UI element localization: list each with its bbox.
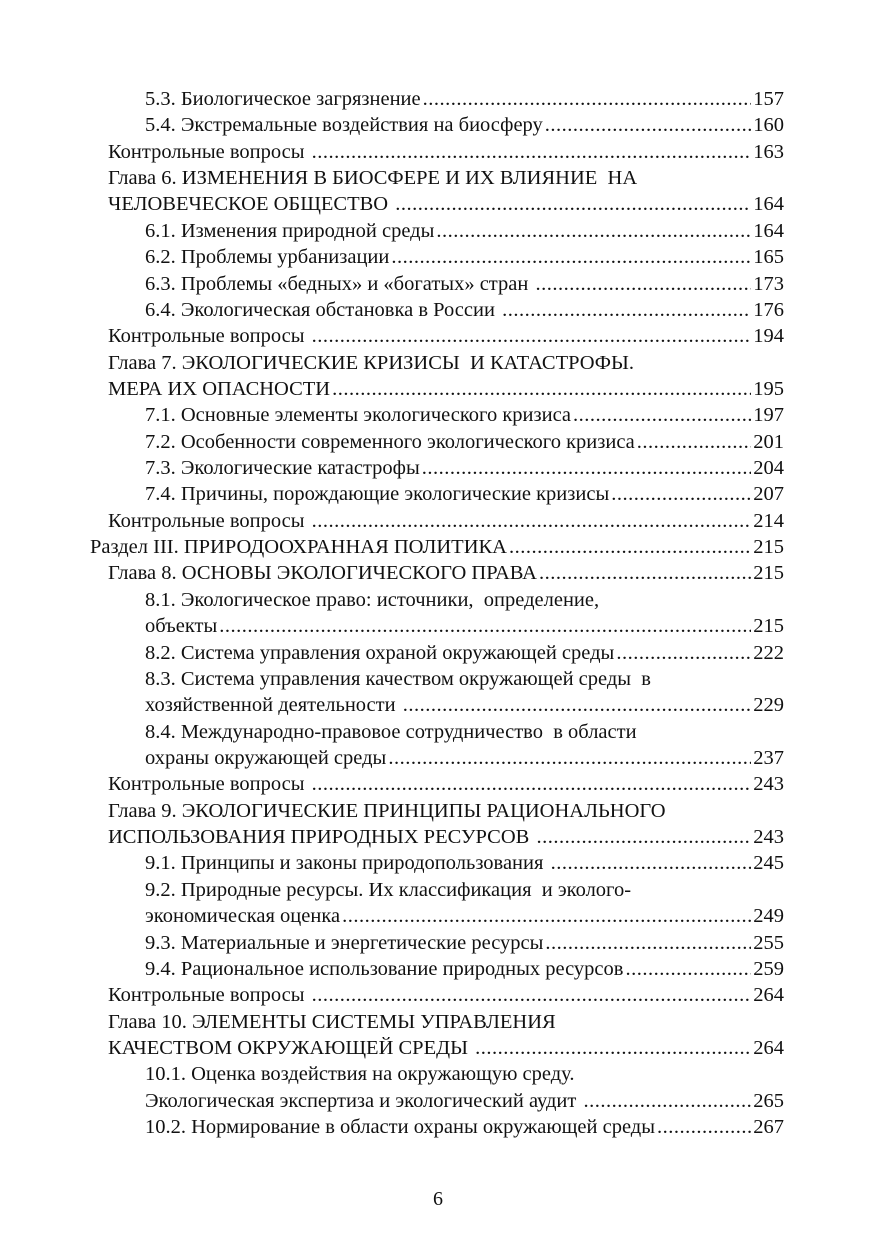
- toc-entry[interactable]: [108, 798, 784, 824]
- dot-leader: [509, 534, 751, 560]
- toc-entry[interactable]: [90, 534, 784, 560]
- toc-entry-title: 8.3. Система управления качеством окружающей среды в: [145, 667, 651, 690]
- toc-entry-title: Глава 6. ИЗМЕНЕНИЯ В БИОСФЕРЕ И ИХ ВЛИЯНИЕ НА: [108, 167, 638, 190]
- toc-entry[interactable]: [145, 877, 784, 903]
- toc-entry-title: КАЧЕСТВОМ ОКРУЖАЮЩЕЙ СРЕДЫ: [108, 1036, 474, 1059]
- toc-entry-title: 10.2. Нормирование в области охраны окружающей среды: [145, 1116, 656, 1139]
- toc-entry-title: 6.3. Проблемы «бедных» и «богатых» стран: [145, 272, 534, 295]
- toc-entry[interactable]: [145, 1088, 784, 1114]
- toc-entry[interactable]: [108, 323, 784, 349]
- toc-entry-title: Контрольные вопросы: [108, 509, 310, 532]
- toc-entry-title: МЕРА ИХ ОПАСНОСТИ: [108, 377, 331, 400]
- toc-entry-title: 8.4. Международно-правовое сотрудничество в области: [145, 720, 637, 743]
- dot-leader: [403, 692, 752, 718]
- toc-entry[interactable]: [145, 587, 784, 613]
- page-number: 6: [433, 1188, 443, 1210]
- dot-leader: [536, 824, 751, 850]
- toc-entry-title: Контрольные вопросы: [108, 325, 310, 348]
- toc-entry[interactable]: [145, 745, 784, 771]
- dot-leader: [391, 244, 751, 270]
- toc-entry-title: Экологическая экспертиза и экологический аудит: [145, 1089, 582, 1112]
- toc-entry[interactable]: [145, 112, 784, 138]
- toc-entry[interactable]: [145, 903, 784, 929]
- toc-entry-title: ИСПОЛЬЗОВАНИЯ ПРИРОДНЫХ РЕСУРСОВ: [108, 826, 535, 849]
- dot-leader: [436, 218, 751, 244]
- toc-entry-page: 173: [753, 272, 784, 295]
- toc-entry[interactable]: [145, 719, 784, 745]
- toc-entry-page: 163: [753, 140, 784, 163]
- toc-entry-page: 264: [753, 984, 784, 1007]
- toc-entry-page: 229: [753, 694, 784, 717]
- toc-entry[interactable]: [145, 613, 784, 639]
- dot-leader: [545, 112, 751, 138]
- toc-entry[interactable]: [145, 402, 784, 428]
- toc-entry-title: 9.1. Принципы и законы природопользования: [145, 852, 549, 875]
- toc-entry-title: 7.2. Особенности современного экологического кризиса: [145, 430, 635, 453]
- toc-entry-page: 249: [753, 905, 784, 928]
- toc-entry[interactable]: [108, 982, 784, 1008]
- toc-entry-title: Контрольные вопросы: [108, 140, 310, 163]
- toc-entry[interactable]: [145, 86, 784, 112]
- toc-entry-page: 207: [753, 483, 784, 506]
- toc-entry[interactable]: [145, 666, 784, 692]
- dot-leader: [342, 903, 751, 929]
- toc-entry-title: 6.2. Проблемы урбанизации: [145, 246, 390, 269]
- toc-entry[interactable]: [145, 455, 784, 481]
- toc-entry[interactable]: [108, 376, 784, 402]
- toc-entry-page: 255: [753, 931, 784, 954]
- toc-entry-page: 265: [753, 1089, 784, 1112]
- toc-entry-title: охраны окружающей среды: [145, 747, 387, 769]
- toc-entry[interactable]: [145, 930, 784, 956]
- toc-entry-page: 222: [753, 641, 784, 664]
- toc-entry-title: 6.1. Изменения природной среды: [145, 219, 435, 242]
- toc-entry[interactable]: [145, 244, 784, 270]
- toc-entry-page: 165: [753, 246, 784, 269]
- toc-entry-title: 5.3. Биологическое загрязнение: [145, 88, 421, 110]
- toc-entry-title: Контрольные вопросы: [108, 773, 310, 796]
- dot-leader: [545, 930, 751, 956]
- toc-entry-page: 201: [753, 430, 784, 453]
- dot-leader: [475, 1035, 751, 1061]
- toc-entry[interactable]: [108, 560, 784, 586]
- toc-entry-title: хозяйственной деятельности: [145, 694, 401, 717]
- dot-leader: [312, 771, 752, 797]
- toc-entry-title: 8.1. Экологическое право: источники, определение,: [145, 588, 600, 611]
- dot-leader: [535, 271, 751, 297]
- toc-entry[interactable]: [108, 771, 784, 797]
- dot-leader: [395, 191, 751, 217]
- toc-entry[interactable]: [108, 191, 784, 217]
- toc-entry-title: Контрольные вопросы: [108, 984, 310, 1007]
- toc-entry-title: Глава 7. ЭКОЛОГИЧЕСКИЕ КРИЗИСЫ И КАТАСТРОФЫ.: [108, 351, 635, 374]
- dot-leader: [312, 982, 752, 1008]
- dot-leader: [219, 613, 751, 639]
- toc-entry-page: 160: [753, 114, 784, 137]
- toc-entry-page: 204: [753, 457, 784, 480]
- toc-entry-title: 9.2. Природные ресурсы. Их классификация и эколого-: [145, 878, 632, 901]
- toc-entry-title: 9.3. Материальные и энергетические ресурсы: [145, 931, 544, 954]
- dot-leader: [388, 745, 751, 771]
- dot-leader: [551, 850, 752, 876]
- toc-entry-page: 259: [753, 957, 784, 980]
- toc-entry-page: 164: [753, 193, 784, 216]
- toc-entry-page: 267: [753, 1116, 784, 1139]
- toc-entry-page: 194: [753, 325, 784, 348]
- dot-leader: [637, 429, 751, 455]
- toc-entry-title: Глава 9. ЭКОЛОГИЧЕСКИЕ ПРИНЦИПЫ РАЦИОНАЛЬНОГО: [108, 799, 666, 822]
- toc-entry-title: 5.4. Экстремальные воздействия на биосферу: [145, 114, 543, 137]
- toc-entry[interactable]: [145, 956, 784, 982]
- toc-entry-title: ЧЕЛОВЕЧЕСКОЕ ОБЩЕСТВО: [108, 193, 394, 216]
- dot-leader: [332, 376, 751, 402]
- dot-leader: [539, 560, 751, 586]
- toc-entry[interactable]: [145, 297, 784, 323]
- toc-entry-title: объекты: [145, 615, 218, 638]
- toc-entry[interactable]: [145, 271, 784, 297]
- toc-entry-page: 215: [753, 615, 784, 638]
- dot-leader: [625, 956, 751, 982]
- dot-leader: [423, 86, 752, 112]
- toc-entry-page: 264: [753, 1036, 784, 1059]
- toc-entry-title: Глава 10. ЭЛЕМЕНТЫ СИСТЕМЫ УПРАВЛЕНИЯ: [108, 1010, 556, 1033]
- toc-entry-page: 164: [753, 219, 784, 242]
- toc-entry-title: 7.1. Основные элементы экологического кризиса: [145, 404, 572, 427]
- toc-entry-title: 7.3. Экологические катастрофы: [145, 457, 420, 480]
- toc-entry[interactable]: [145, 692, 784, 718]
- toc-entry-page: 215: [753, 562, 784, 585]
- toc-entry-title: 8.2. Система управления охраной окружающей среды: [145, 641, 615, 664]
- toc-entry[interactable]: [145, 850, 784, 876]
- toc-entry[interactable]: [145, 429, 784, 455]
- dot-leader: [583, 1088, 751, 1114]
- dot-leader: [312, 139, 752, 165]
- dot-leader: [312, 323, 752, 349]
- toc-entry-title: 10.1. Оценка воздействия на окружающую среду.: [145, 1063, 575, 1086]
- dot-leader: [422, 455, 752, 481]
- toc-entry-title: Глава 8. ОСНОВЫ ЭКОЛОГИЧЕСКОГО ПРАВА: [108, 562, 537, 585]
- toc-entry[interactable]: [108, 1035, 784, 1061]
- toc-entry-page: 176: [753, 298, 784, 321]
- toc-entry-page: 197: [753, 404, 784, 427]
- toc-entry-page: 157: [753, 88, 784, 110]
- toc-entry-title: Раздел III. ПРИРОДООХРАННАЯ ПОЛИТИКА: [90, 536, 507, 559]
- toc-entry[interactable]: [108, 350, 784, 376]
- toc-entry-title: 7.4. Причины, порождающие экологические кризисы: [145, 483, 610, 506]
- toc-entry-title: экономическая оценка: [145, 905, 341, 928]
- toc-entry[interactable]: [145, 481, 784, 507]
- toc-entry-page: 195: [753, 377, 784, 400]
- toc-entry[interactable]: [108, 824, 784, 850]
- dot-leader: [616, 640, 751, 666]
- toc-entry-page: 243: [753, 773, 784, 796]
- toc-entry[interactable]: [108, 1009, 784, 1035]
- toc-entry-title: 9.4. Рациональное использование природных ресурсов: [145, 957, 624, 980]
- toc-entry[interactable]: [145, 218, 784, 244]
- toc-entry-page: 214: [753, 509, 784, 532]
- toc-entry[interactable]: [145, 640, 784, 666]
- toc-entry[interactable]: [108, 165, 784, 191]
- dot-leader: [312, 508, 752, 534]
- dot-leader: [657, 1114, 751, 1140]
- toc-entry[interactable]: [108, 139, 784, 165]
- dot-leader: [611, 481, 751, 507]
- toc-entry-page: 237: [753, 747, 784, 769]
- toc-entry[interactable]: [145, 1114, 784, 1140]
- dot-leader: [573, 402, 751, 428]
- toc-entry-page: 245: [753, 852, 784, 875]
- dot-leader: [502, 297, 751, 323]
- toc-entry[interactable]: [145, 1061, 784, 1087]
- toc-entry-page: 215: [753, 536, 784, 559]
- toc-entry-title: 6.4. Экологическая обстановка в России: [145, 298, 501, 321]
- toc-entry-page: 243: [753, 826, 784, 849]
- toc-entry[interactable]: [108, 508, 784, 534]
